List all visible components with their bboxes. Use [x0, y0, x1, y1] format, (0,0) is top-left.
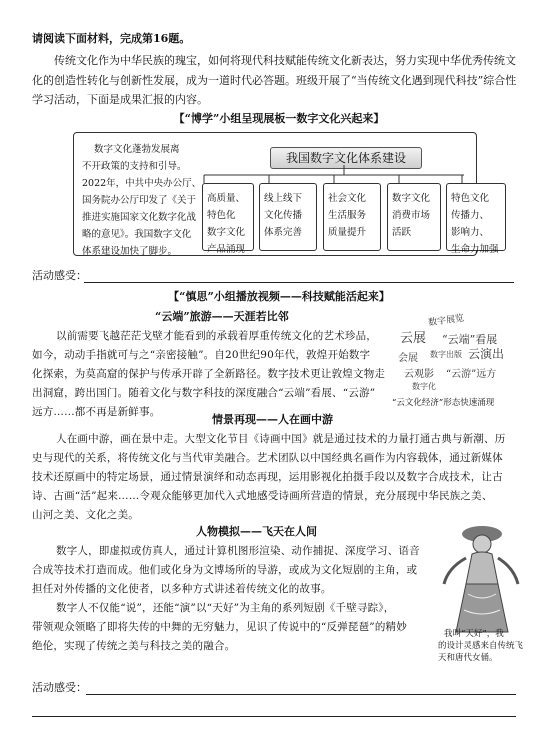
- board-column-3: [323, 183, 381, 251]
- paragraph-line: 合成等技术打造而成。他们或化身为文博场所的导游，或成为文化短剧的主角，或: [32, 564, 418, 576]
- column-text: 影响力、: [451, 227, 490, 238]
- paragraph-line: 担任对外传播的文化使者，以多种方式讲述着传统文化的故事。: [32, 583, 332, 595]
- column-text: 线上线下: [264, 193, 303, 204]
- note-line: 推进实施国家文化数字化战: [82, 212, 197, 223]
- answer-line-3[interactable]: [32, 716, 516, 717]
- connector-lines: [194, 165, 474, 185]
- digital-human-figure: [438, 524, 524, 634]
- column-text: 社会文化: [328, 193, 367, 204]
- column-text: 高质量、: [207, 193, 246, 204]
- board-column-2: [259, 183, 317, 251]
- subheading-scene: 情景再现——人在画中游: [212, 413, 333, 426]
- cloud-word: 数字展览: [427, 313, 465, 329]
- board-column-4: [387, 183, 441, 251]
- section2-title: 【“慎思”小组播放视频——科技赋能活起来】: [168, 290, 390, 303]
- cloud-word: “云游”远方: [446, 369, 497, 380]
- paragraph-line: 技术还原画中的特定场景，通过情景演绎和动态再现，运用影视化拍摄手段以及数字合成技术，让古: [32, 471, 503, 483]
- paragraph-cloud-travel: [32, 327, 396, 422]
- instruction-heading: 请阅读下面材料，完成第16题。: [32, 32, 191, 45]
- column-text: 文化传播: [264, 210, 303, 221]
- policy-note: [82, 141, 202, 260]
- cloud-word: 数字出版: [430, 350, 462, 359]
- column-text: 体系完善: [264, 227, 303, 238]
- board-column-1: [202, 183, 254, 255]
- caption-line: 的设计灵感来自传统飞: [438, 641, 524, 651]
- column-text: 活跃: [392, 227, 412, 238]
- column-text: 数字文化: [207, 227, 246, 238]
- answer-line-1[interactable]: [84, 282, 514, 283]
- paragraph-line: 如今，动动手指就可与之“亲密接触”。自20世纪90年代，敦煌开始数字: [32, 349, 371, 361]
- subheading-digital-human: 人物模拟——飞天在人间: [196, 525, 317, 538]
- note-line: 略的意见》。我国数字文化: [82, 229, 192, 240]
- note-line: 不开政策的支持和引导。: [82, 161, 187, 172]
- board-column-5: [446, 183, 506, 255]
- paragraph-line: 出洞窟，跨出国门。随着文化与数字科技的深度融合“云端”看展、“云游”: [32, 387, 376, 399]
- word-cloud: [392, 313, 522, 408]
- paragraph-line: 史与现代的关系，将传统文化与当代审美融合。艺术团队以中国经典名画作为内容载体，通过新媒体: [32, 452, 503, 464]
- paragraph-line: 绝伦，实现了传统之美与科技之美的融合。: [32, 640, 236, 652]
- column-text: 特色化: [207, 210, 236, 221]
- column-text: 传播力、: [451, 210, 490, 221]
- section1-title: 【“博学”小组呈现展板一数字文化兴起来】: [173, 112, 385, 125]
- cloud-word: 数字化: [412, 382, 436, 391]
- paragraph-line: 化探索，为莫高窟的保护与传承开辟了全新路径。数字技术更让敦煌文物走: [32, 368, 386, 380]
- answer-line-2[interactable]: [86, 694, 516, 695]
- intro-line-1: 传统文化作为中华民族的瑰宝，如何将现代科技赋能传统文化新表达，努力实现中华优秀传统文: [54, 54, 516, 67]
- cloud-word: 云演出: [468, 347, 505, 361]
- note-line: 国务院办公厅印发了《关于: [82, 195, 197, 206]
- column-text: 质量提升: [328, 227, 367, 238]
- column-text: 生命力加强: [451, 244, 499, 255]
- intro-line-2: 化的创造性转化与创新性发展，成为一道时代必答题。班级开展了“当传统文化遇到现代科技”综合性: [32, 74, 517, 87]
- feeling-label-2: 活动感受：: [32, 681, 87, 694]
- feeling-label-1: 活动感受：: [32, 269, 87, 282]
- paragraph-line: 数字人，即虚拟或仿真人，通过计算机图形渲染、动作捕捉、深度学习、语音: [56, 545, 420, 557]
- note-line: 数字文化蓬勃发展离: [94, 144, 180, 155]
- intro-line-3: 学习活动，下面是成果汇报的内容。: [32, 93, 208, 106]
- subheading-cloud-travel: “云端”旅游——天涯若比邻: [155, 310, 289, 323]
- note-line: 体系建设加快了脚步。: [82, 246, 178, 257]
- paragraph-line: 山河之美、文化之美。: [32, 509, 139, 521]
- paragraph-line: 诗、古画“活”起来……令观众能够更加代入式地感受诗画所营造的情景，充分展现中华民族之美、: [32, 490, 493, 502]
- column-text: 生活服务: [328, 210, 367, 221]
- paragraph-digital-human: [32, 542, 426, 656]
- column-text: 产品涌现: [207, 244, 246, 255]
- paragraph-line: 带领观众领略了即将失传的中舞的无穷魅力，见识了传说中的“反弹琵琶”的精妙: [32, 621, 407, 633]
- cloud-word: 云展: [400, 331, 427, 346]
- paragraph-line: 数字人不仅能“说”，还能“演”以“天好”为主角的系列短剧《千壁寻踪》，: [56, 602, 395, 614]
- display-board: [73, 132, 499, 257]
- paragraph-line: 以前需要飞越茫茫戈壁才能看到的承载着厚重传统文化的艺术珍品，: [56, 330, 377, 342]
- column-text: 消费市场: [392, 210, 431, 221]
- cloud-word: “云端”看展: [442, 333, 498, 346]
- paragraph-scene: [32, 430, 526, 525]
- word-cloud-caption: “云文化经济”形态快速涌现: [392, 398, 495, 408]
- note-line: 2022年，中共中央办公厅、: [82, 178, 202, 189]
- figure-caption: [438, 628, 524, 664]
- caption-line: 我叫“天好”，我: [444, 629, 504, 639]
- cloud-word: 云观影: [404, 369, 434, 380]
- cloud-word: 会展: [398, 353, 418, 364]
- column-text: 数字文化: [392, 193, 431, 204]
- banner-title: 我国数字文化体系建设: [270, 147, 422, 169]
- caption-line: 天和唐代女俑。: [438, 653, 498, 663]
- paragraph-line: 人在画中游，画在景中走。大型文化节目《诗画中国》就是通过技术的力量打通古典与新潮、历: [56, 433, 506, 445]
- column-text: 特色文化: [451, 193, 490, 204]
- paragraph-line: 远方……都不再是新鲜事。: [32, 406, 161, 418]
